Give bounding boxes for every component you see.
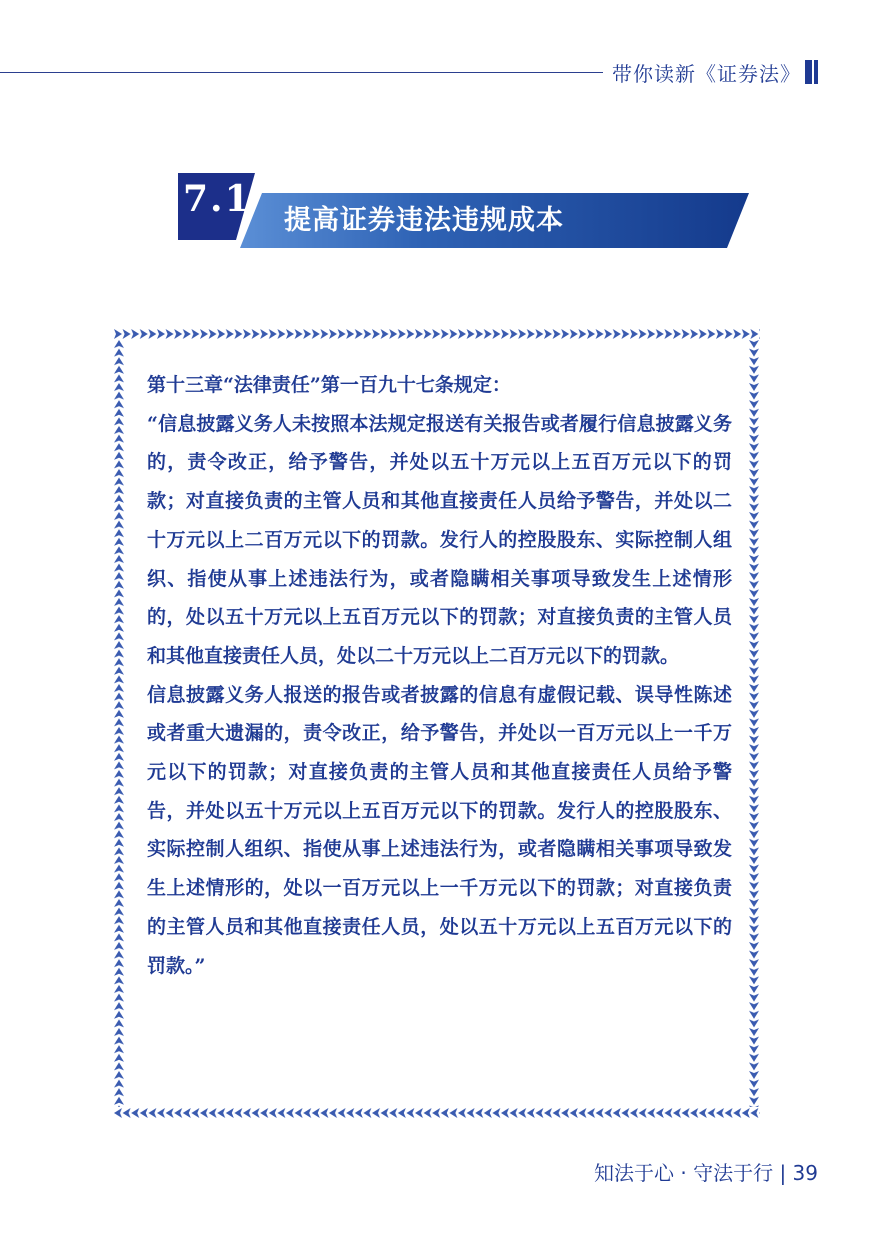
section-number: 7.1 xyxy=(183,178,252,220)
article-paragraph-1: “信息披露义务人未按照本法规定报送有关报告或者履行信息披露义务的，责令改正，给予警告，并处以五十万元以上五百万元以下的罚款；对直接负责的主管人员和其他直接责任人员给予警告，并处以二十万元以上二百万元以下的罚款。发行人的控股股东、实际控制人组织、指使从事上述违法行为，或者隐瞒相关事项导致发生上述情形的，处以五十万元以上五百万元以下的罚款；对直接负责的主管人员和其他直接责任人员，处以二十万元以上二百万元以下的罚款。 xyxy=(147,412,732,667)
page-footer: 知法于心 · 守法于行 | 39 xyxy=(594,1161,818,1185)
section-title: 提高证券违法违规成本 xyxy=(284,205,564,236)
border-bottom-arrows xyxy=(114,1108,760,1118)
article-paragraph-2: 信息披露义务人报送的报告或者披露的信息有虚假记载、误导性陈述或者重大遗漏的，责令改正，给予警告，并处以一百万元以上一千万元以下的罚款；对直接负责的主管人员和其他直接责任人员给予警告，并处以五十万元以上五百万元以下的罚款。发行人的控股股东、实际控制人组织、指使从事上述违法行为，或者隐瞒相关事项导致发生上述情形的，处以一百万元以上一千万元以下的罚款；对直接负责的主管人员和其他直接责任人员，处以五十万元以上五百万元以下的罚款。” xyxy=(147,683,732,977)
section-banner xyxy=(0,0,875,300)
article-heading: 第十三章“法律责任”第一百九十七条规定： xyxy=(147,374,511,396)
border-left-arrows xyxy=(114,340,124,1107)
border-right-arrows xyxy=(749,340,759,1107)
border-top-arrows xyxy=(114,329,760,339)
article-text xyxy=(147,366,732,985)
running-header-title: 带你读新《证券法》 xyxy=(612,62,801,86)
